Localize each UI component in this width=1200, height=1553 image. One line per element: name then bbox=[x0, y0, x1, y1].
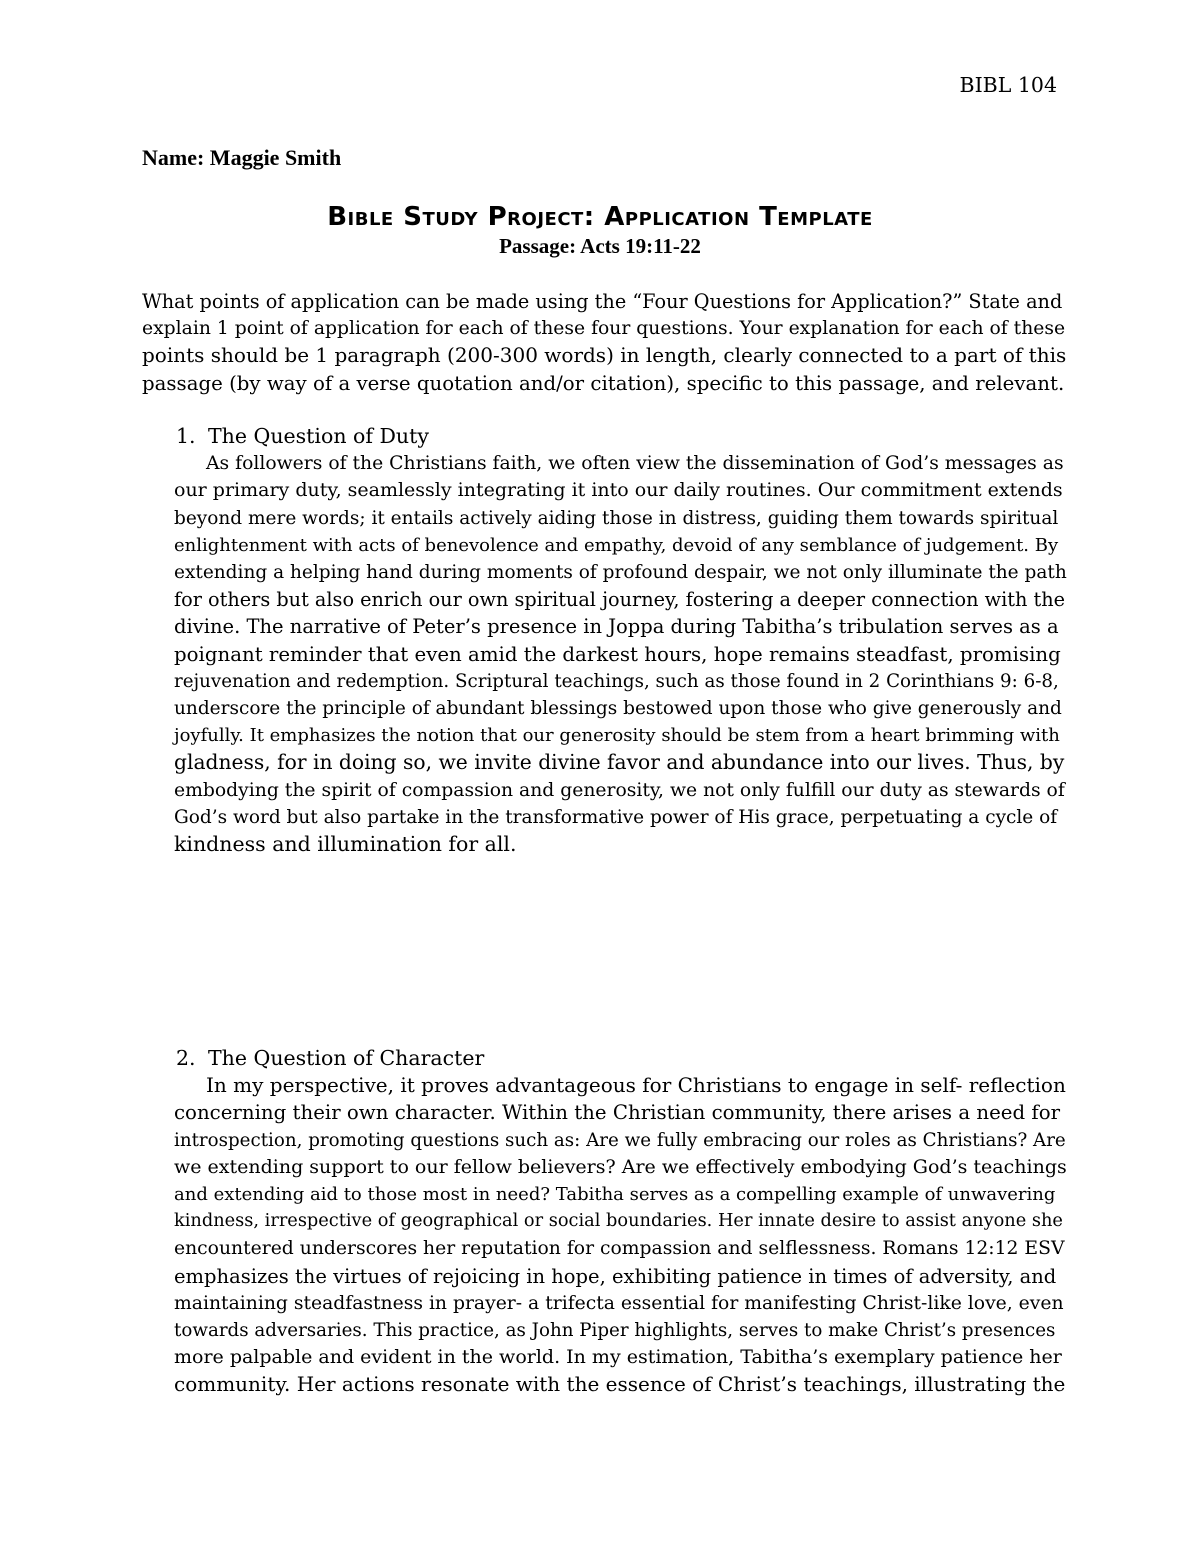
body-line: we extending support to our fellow believers? Are we effectively embodying God’s teachings bbox=[174, 1155, 1067, 1178]
body-line: more palpable and evident in the world. In my estimation, Tabitha’s exemplary patience her bbox=[174, 1346, 1062, 1369]
body-line: towards adversaries. This practice, as John Piper highlights, serves to make Christ’s presences bbox=[174, 1320, 1056, 1342]
body-line: emphasizes the virtues of rejoicing in hope, exhibiting patience in times of adversity, and bbox=[174, 1264, 1057, 1288]
document-title: Bible Study Project: Application Template bbox=[327, 202, 873, 232]
body-line: kindness and illumination for all. bbox=[174, 832, 517, 857]
section-number: 1. bbox=[176, 424, 196, 448]
body-line: God’s word but also partake in the transformative power of His grace, perpetuating a cycle of bbox=[174, 806, 1058, 828]
section-heading bbox=[142, 1045, 1067, 1072]
section-title: The Question of Duty bbox=[208, 424, 429, 448]
section-heading bbox=[142, 423, 1067, 450]
body-line: poignant reminder that even amid the darkest hours, hope remains steadfast, promising bbox=[174, 642, 1061, 666]
instructions-paragraph bbox=[142, 288, 1067, 397]
section-body bbox=[142, 1072, 1067, 1398]
body-line: gladness, for in doing so, we invite divine favor and abundance into our lives. Thus, by bbox=[174, 750, 1065, 775]
body-line: beyond mere words; it entails actively aiding those in distress, guiding them towards spiritual bbox=[174, 507, 1059, 529]
body-line: our primary duty, seamlessly integrating it into our daily routines. Our commitment extends bbox=[174, 479, 1063, 502]
passage-reference: Passage: Acts 19:11-22 bbox=[499, 234, 701, 258]
body-line: underscore the principle of abundant blessings bestowed upon those who give generously and bbox=[174, 698, 1062, 720]
body-line: divine. The narrative of Peter’s presence in Joppa during Tabitha’s tribulation serves as a bbox=[174, 615, 1059, 639]
section-question-of-character bbox=[142, 1045, 1067, 1399]
body-line: encountered underscores her reputation for compassion and selflessness. Romans 12:12 ESV bbox=[174, 1238, 1065, 1260]
body-line: As followers of the Christians faith, we often view the dissemination of God’s messages as bbox=[206, 453, 1064, 475]
section-body bbox=[142, 450, 1067, 858]
student-name: Name: Maggie Smith bbox=[142, 145, 342, 170]
body-line: maintaining steadfastness in prayer- a trifecta essential for manifesting Christ-like love, even bbox=[174, 1292, 1064, 1314]
body-line: extending a helping hand during moments of profound despair, we not only illuminate the path bbox=[174, 562, 1067, 584]
body-line: concerning their own character. Within the Christian community, there arises a need for bbox=[174, 1101, 1061, 1125]
body-line: and extending aid to those most in need? Tabitha serves as a compelling example of unwavering bbox=[174, 1184, 1056, 1206]
body-line: kindness, irrespective of geographical or social boundaries. Her innate desire to assist anyone she bbox=[174, 1211, 1063, 1232]
section-title: The Question of Character bbox=[208, 1046, 485, 1070]
body-line: community. Her actions resonate with the essence of Christ’s teachings, illustrating the bbox=[174, 1372, 1066, 1397]
body-line: rejuvenation and redemption. Scriptural teachings, such as those found in 2 Corinthians 9: 6-8, bbox=[174, 670, 1059, 692]
instructions-line: explain 1 point of application for each of these four questions. Your explanation for each of these bbox=[142, 318, 1066, 340]
body-line: for others but also enrich our own spiritual journey, fostering a deeper connection with the bbox=[174, 588, 1065, 612]
section-question-of-duty bbox=[142, 423, 1067, 858]
body-line: embodying the spirit of compassion and generosity, we not only fulfill our duty as stewards of bbox=[174, 779, 1065, 801]
body-line: joyfully. It emphasizes the notion that our generosity should be stem from a heart brimming with bbox=[174, 725, 1060, 747]
section-number: 2. bbox=[176, 1046, 196, 1070]
instructions-line: points should be 1 paragraph (200-300 words) in length, clearly connected to a part of this bbox=[142, 343, 1067, 368]
instructions-line: What points of application can be made using the “Four Questions for Application?” State and bbox=[142, 290, 1063, 313]
course-code: BIBL 104 bbox=[959, 73, 1057, 97]
instructions-line: passage (by way of a verse quotation and/or citation), specific to this passage, and relevant. bbox=[142, 371, 1065, 395]
body-line: introspection, promoting questions such as: Are we fully embracing our roles as Christians? Are bbox=[174, 1129, 1066, 1151]
body-line: In my perspective, it proves advantageous for Christians to engage in self- reflection bbox=[206, 1073, 1066, 1098]
body-line: enlightenment with acts of benevolence and empathy, devoid of any semblance of judgement. By bbox=[174, 534, 1059, 556]
